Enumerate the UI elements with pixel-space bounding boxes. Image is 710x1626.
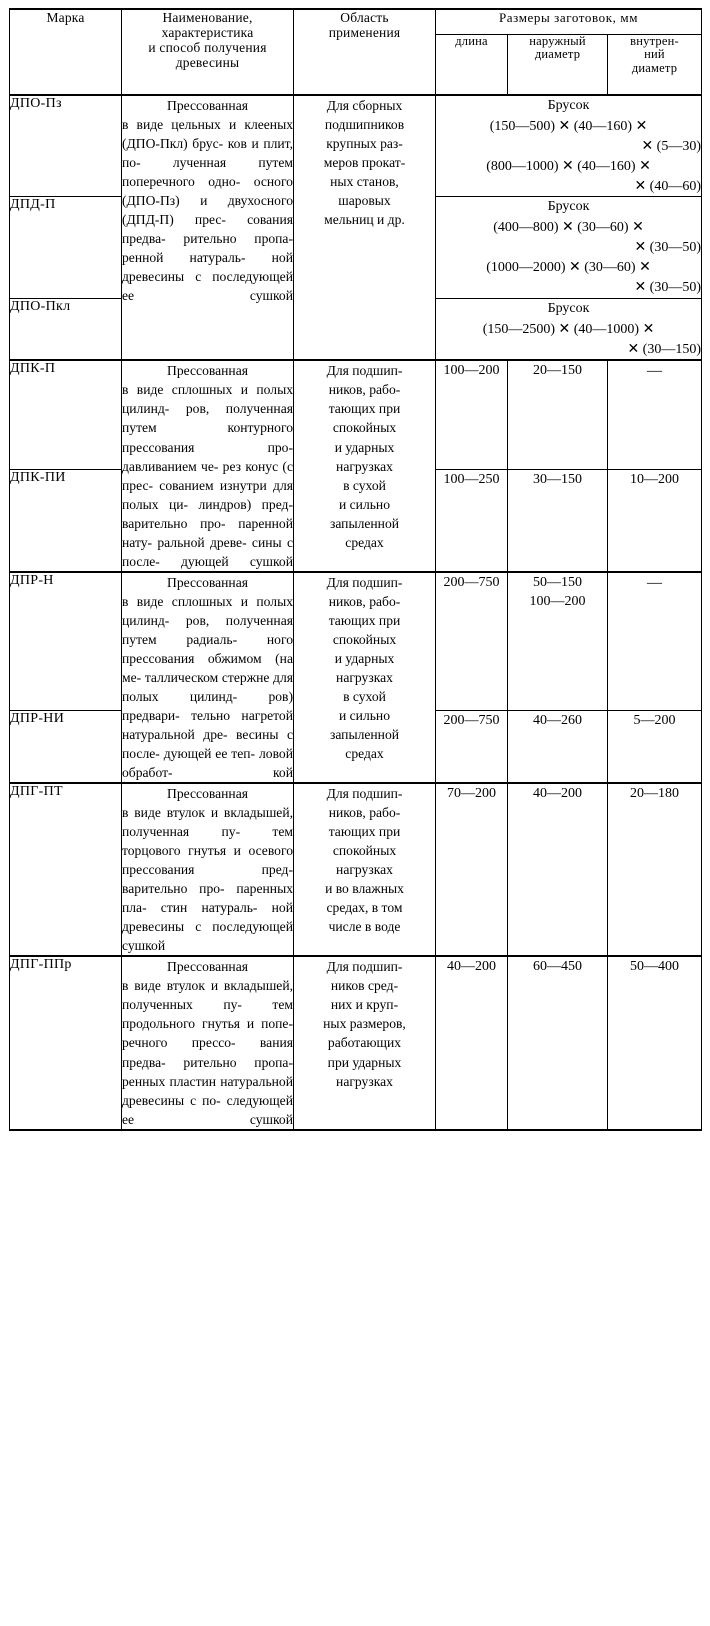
- desc-line: полых цилинд-: [122, 688, 238, 704]
- header-sizes-group: Размеры заготовок, мм: [436, 9, 702, 34]
- header-application: [294, 9, 436, 95]
- desc-line: прессования про-: [122, 439, 293, 455]
- cell-brand: ДПК-ПИ: [10, 469, 122, 571]
- desc-line: таллическом: [144, 669, 219, 685]
- app-line: нагрузках: [336, 862, 393, 878]
- desc-line: весины с после-: [122, 726, 293, 761]
- cell-application: [294, 360, 436, 571]
- app-line: средах: [345, 746, 384, 761]
- app-line: мельниц и др.: [324, 212, 405, 228]
- desc-line: путем контурного: [122, 420, 293, 436]
- desc-line: полученных пу-: [122, 997, 242, 1013]
- desc-line: ральной древе-: [157, 534, 247, 550]
- header-inner-diameter-line-1: внутрен-: [630, 33, 679, 48]
- desc-line: рительно пропа-: [183, 231, 293, 247]
- desc-line: в виде втулок: [122, 805, 205, 821]
- cell-outer-diameter: 30—150: [508, 469, 608, 571]
- dimension-line: (1000—2000) ✕ (30—60) ✕: [486, 260, 651, 275]
- desc-line: поперечного одно-: [122, 174, 241, 190]
- cell-brand: ДПК-П: [10, 360, 122, 469]
- app-line: нагрузках: [336, 458, 393, 474]
- cell-inner-diameter: —: [608, 360, 702, 469]
- cell-dimensions: [436, 95, 702, 197]
- desc-line: ров, полученная: [185, 612, 293, 628]
- outer-diameter-line-2: 100—200: [529, 594, 586, 610]
- app-line: ных размеров,: [323, 1016, 406, 1032]
- app-line: подшипников: [324, 117, 405, 133]
- app-line: числе в воде: [328, 919, 401, 935]
- header-application-line-2: применения: [328, 25, 401, 41]
- app-line: и ударных: [334, 439, 395, 455]
- cell-dimensions: [436, 298, 702, 360]
- desc-line: линдров) пред-: [198, 496, 293, 512]
- app-line: тающих при: [328, 824, 401, 840]
- header-description-line-4: древесины: [175, 55, 240, 71]
- desc-line: ров) предвари-: [122, 688, 293, 723]
- table-body: [10, 95, 702, 1130]
- desc-line: ной древесины: [122, 900, 293, 935]
- desc-line: и полых цилинд-: [122, 382, 294, 417]
- app-line: ников, рабо-: [328, 382, 401, 398]
- desc-line: гнутья и попе-: [202, 1016, 293, 1032]
- desc-line: ного прессования: [122, 631, 293, 666]
- dimension-caption: Брусок: [547, 98, 590, 113]
- cell-description: [122, 95, 294, 360]
- cell-length: 40—200: [436, 956, 508, 1129]
- app-line: нагрузках: [336, 669, 393, 685]
- header-description-line-1: Наименование,: [162, 10, 253, 25]
- dimension-caption: Брусок: [547, 300, 590, 316]
- app-line: спокойных: [332, 631, 397, 647]
- cell-application: [294, 572, 436, 783]
- header-description-line-3: и способ получения: [148, 40, 267, 56]
- cell-brand: ДПГ-ПТ: [10, 783, 122, 956]
- cell-application: [294, 95, 436, 360]
- app-line: и во влажных: [325, 881, 404, 897]
- app-line: запыленной: [329, 515, 400, 531]
- app-line: тающих при: [328, 401, 401, 417]
- dimension-line: (400—800) ✕ (30—60) ✕: [493, 220, 644, 236]
- desc-line: тем торцового: [122, 824, 293, 859]
- cell-length: 100—200: [436, 360, 508, 469]
- cell-description: [122, 956, 294, 1129]
- desc-line: речного прессо-: [122, 1035, 236, 1051]
- cell-brand: ДПГ-ППр: [10, 956, 122, 1129]
- header-outer-diameter-line-1: наружный: [529, 33, 586, 48]
- cell-inner-diameter: 50—400: [608, 956, 702, 1129]
- desc-line: стин натураль-: [160, 900, 258, 916]
- app-line: нагрузках: [336, 1073, 393, 1089]
- desc-line: паренных пла-: [122, 881, 293, 916]
- desc-line: древесины с по-: [122, 1092, 221, 1108]
- app-line: и сильно: [338, 707, 391, 723]
- header-description-line-2: характеристика: [161, 25, 254, 41]
- cell-length: 200—750: [436, 572, 508, 711]
- cell-brand: ДПД-П: [10, 197, 122, 298]
- dimension-line: (150—2500) ✕ (40—1000) ✕: [482, 321, 655, 337]
- desc-line: в виде сплошных: [122, 593, 233, 609]
- app-line: и сильно: [338, 496, 391, 512]
- app-line: средах: [345, 534, 384, 550]
- app-line: них и круп-: [330, 997, 399, 1013]
- desc-line: варительно про-: [122, 881, 225, 897]
- desc-line: ренной натураль-: [122, 250, 246, 266]
- app-line: в сухой: [343, 477, 386, 493]
- desc-line: Прессованная: [167, 786, 248, 802]
- desc-line: тем продольного: [122, 997, 293, 1032]
- desc-line: полученная пу-: [122, 824, 241, 840]
- desc-line: осного (ДПО-Пз): [122, 174, 293, 209]
- desc-line: с последующей: [195, 919, 293, 935]
- cell-brand: ДПО-Пкл: [10, 298, 122, 360]
- cell-outer-diameter: 20—150: [508, 360, 608, 469]
- cell-outer-diameter: 60—450: [508, 956, 608, 1129]
- dimension-line: (150—500) ✕ (40—160) ✕: [489, 118, 648, 134]
- app-line: ников, рабо-: [328, 593, 401, 609]
- cell-brand: ДПР-НИ: [10, 711, 122, 783]
- dimension-line: ✕ (40—60): [634, 178, 701, 194]
- cell-outer-diameter: 40—260: [508, 711, 608, 783]
- header-length: длина: [436, 34, 508, 95]
- desc-line: лученная путем: [172, 155, 293, 171]
- app-line: работающих: [327, 1035, 402, 1051]
- cell-inner-diameter: 20—180: [608, 783, 702, 956]
- app-line: Для подшип-: [326, 363, 403, 379]
- app-line: ных станов,: [330, 174, 399, 190]
- dimension-line: (800—1000) ✕ (40—160) ✕: [486, 158, 651, 174]
- desc-line: и двухосного: [200, 193, 293, 209]
- table-row: [10, 783, 702, 956]
- desc-line: и клееных: [228, 117, 293, 133]
- desc-line: ее сушкой: [122, 288, 293, 304]
- desc-line: натуральной: [220, 1073, 293, 1089]
- cell-description: [122, 572, 294, 783]
- desc-line: рительно пропа-: [183, 1054, 293, 1070]
- desc-line: (ДПО-Пкл) брус-: [122, 136, 224, 152]
- cell-inner-diameter: 5—200: [608, 711, 702, 783]
- cell-application: [294, 956, 436, 1129]
- header-inner-diameter: [608, 34, 702, 95]
- desc-line: Прессованная: [167, 959, 248, 975]
- app-line: Для подшип-: [326, 574, 403, 590]
- cell-length: 70—200: [436, 783, 508, 956]
- app-line: ников сред-: [330, 978, 399, 994]
- desc-line: ров, полученная: [185, 401, 293, 417]
- header-inner-diameter-line-3: диаметр: [631, 60, 678, 75]
- app-line: Для подшип-: [326, 959, 403, 975]
- table-header: [10, 9, 702, 95]
- cell-dimensions: [436, 197, 702, 298]
- cell-outer-diameter: 40—200: [508, 783, 608, 956]
- desc-line: сушкой: [249, 1111, 293, 1127]
- desc-line: Прессованная: [167, 363, 248, 379]
- desc-line: сования предва-: [122, 212, 293, 247]
- cell-outer-diameter: [508, 572, 608, 711]
- desc-line: тельно нагретой: [191, 707, 293, 723]
- desc-line: (ДПД-П) прес-: [122, 212, 226, 228]
- desc-line: рез конус (с прес-: [122, 458, 293, 493]
- desc-line: вания предва-: [122, 1035, 293, 1070]
- desc-line: гнутья и осевого: [188, 843, 294, 859]
- materials-table: [9, 8, 702, 1131]
- header-description: [122, 9, 294, 95]
- header-brand: Марка: [10, 9, 122, 95]
- cell-inner-diameter: —: [608, 572, 702, 711]
- dimension-line: ✕ (5—30): [641, 138, 701, 154]
- desc-line: в виде втулок: [122, 978, 205, 994]
- cell-length: 100—250: [436, 469, 508, 571]
- app-line: крупных раз-: [326, 136, 403, 152]
- desc-line: варительно про-: [122, 515, 226, 531]
- desc-line: и вкладышей,: [210, 805, 293, 821]
- app-line: спокойных: [332, 843, 397, 859]
- desc-line: прессования пред-: [122, 862, 293, 878]
- header-outer-diameter-line-2: диаметр: [534, 47, 581, 62]
- desc-line: натуральной дре-: [122, 726, 228, 742]
- desc-line: в виде цельных: [122, 117, 221, 133]
- dimension-caption: Брусок: [547, 199, 590, 215]
- cell-application: [294, 783, 436, 956]
- cell-brand: ДПР-Н: [10, 572, 122, 711]
- desc-line: и вкладышей,: [210, 978, 293, 994]
- header-inner-diameter-line-2: ний: [644, 47, 665, 62]
- desc-line: дующей ее теп-: [163, 746, 256, 761]
- desc-line: ренных пластин: [122, 1073, 217, 1089]
- header-application-line-1: Область: [340, 10, 389, 25]
- desc-line: и полых цилинд-: [122, 593, 294, 628]
- cell-brand: ДПО-Пз: [10, 95, 122, 197]
- desc-line: кой: [273, 765, 293, 781]
- desc-line: в виде сплошных: [122, 382, 233, 398]
- app-line: спокойных: [332, 420, 397, 436]
- desc-line: обжимом (на ме-: [122, 650, 293, 685]
- app-line: в сухой: [343, 688, 386, 704]
- app-line: Для подшип-: [326, 786, 403, 802]
- header-outer-diameter: [508, 34, 608, 95]
- desc-line: сованием изнутри: [159, 477, 267, 493]
- desc-line: ной древесины: [122, 250, 293, 285]
- desc-line: стержне для: [221, 669, 293, 685]
- desc-line: ловой обработ-: [122, 746, 293, 781]
- app-line: запыленной: [329, 726, 400, 742]
- desc-line: Прессованная: [167, 98, 248, 113]
- desc-line: сины с после-: [122, 534, 293, 569]
- table-row: [10, 572, 702, 711]
- app-line: Для сборных: [326, 98, 403, 113]
- desc-line: следующей ее: [122, 1092, 293, 1127]
- app-line: средах, в том: [326, 900, 403, 916]
- desc-line: путем радиаль-: [122, 631, 238, 647]
- desc-line: сушкой: [122, 938, 166, 954]
- desc-line: с последующей: [195, 269, 293, 285]
- dimension-line: ✕ (30—50): [634, 240, 701, 256]
- cell-length: 200—750: [436, 711, 508, 783]
- table-row: [10, 956, 702, 1129]
- app-line: шаровых: [338, 193, 391, 209]
- cell-inner-diameter: 10—200: [608, 469, 702, 571]
- table-row: [10, 360, 702, 469]
- dimension-line: ✕ (30—150): [627, 341, 701, 357]
- cell-description: [122, 360, 294, 571]
- app-line: при ударных: [327, 1054, 402, 1070]
- cell-description: [122, 783, 294, 956]
- desc-line: ков и плит, по-: [122, 136, 293, 171]
- dimension-line: ✕ (30—50): [634, 279, 701, 295]
- desc-line: давливанием че-: [122, 458, 219, 474]
- app-line: тающих при: [328, 612, 401, 628]
- desc-line: паренной нату-: [122, 515, 293, 550]
- desc-line: дующей сушкой: [181, 553, 293, 569]
- outer-diameter-line-1: 50—150: [533, 574, 582, 590]
- desc-line: Прессованная: [167, 574, 248, 590]
- app-line: меров прокат-: [323, 155, 406, 171]
- app-line: ников, рабо-: [328, 805, 401, 821]
- desc-line: для полых ци-: [122, 477, 293, 512]
- app-line: и ударных: [334, 650, 395, 666]
- table-row: [10, 95, 702, 197]
